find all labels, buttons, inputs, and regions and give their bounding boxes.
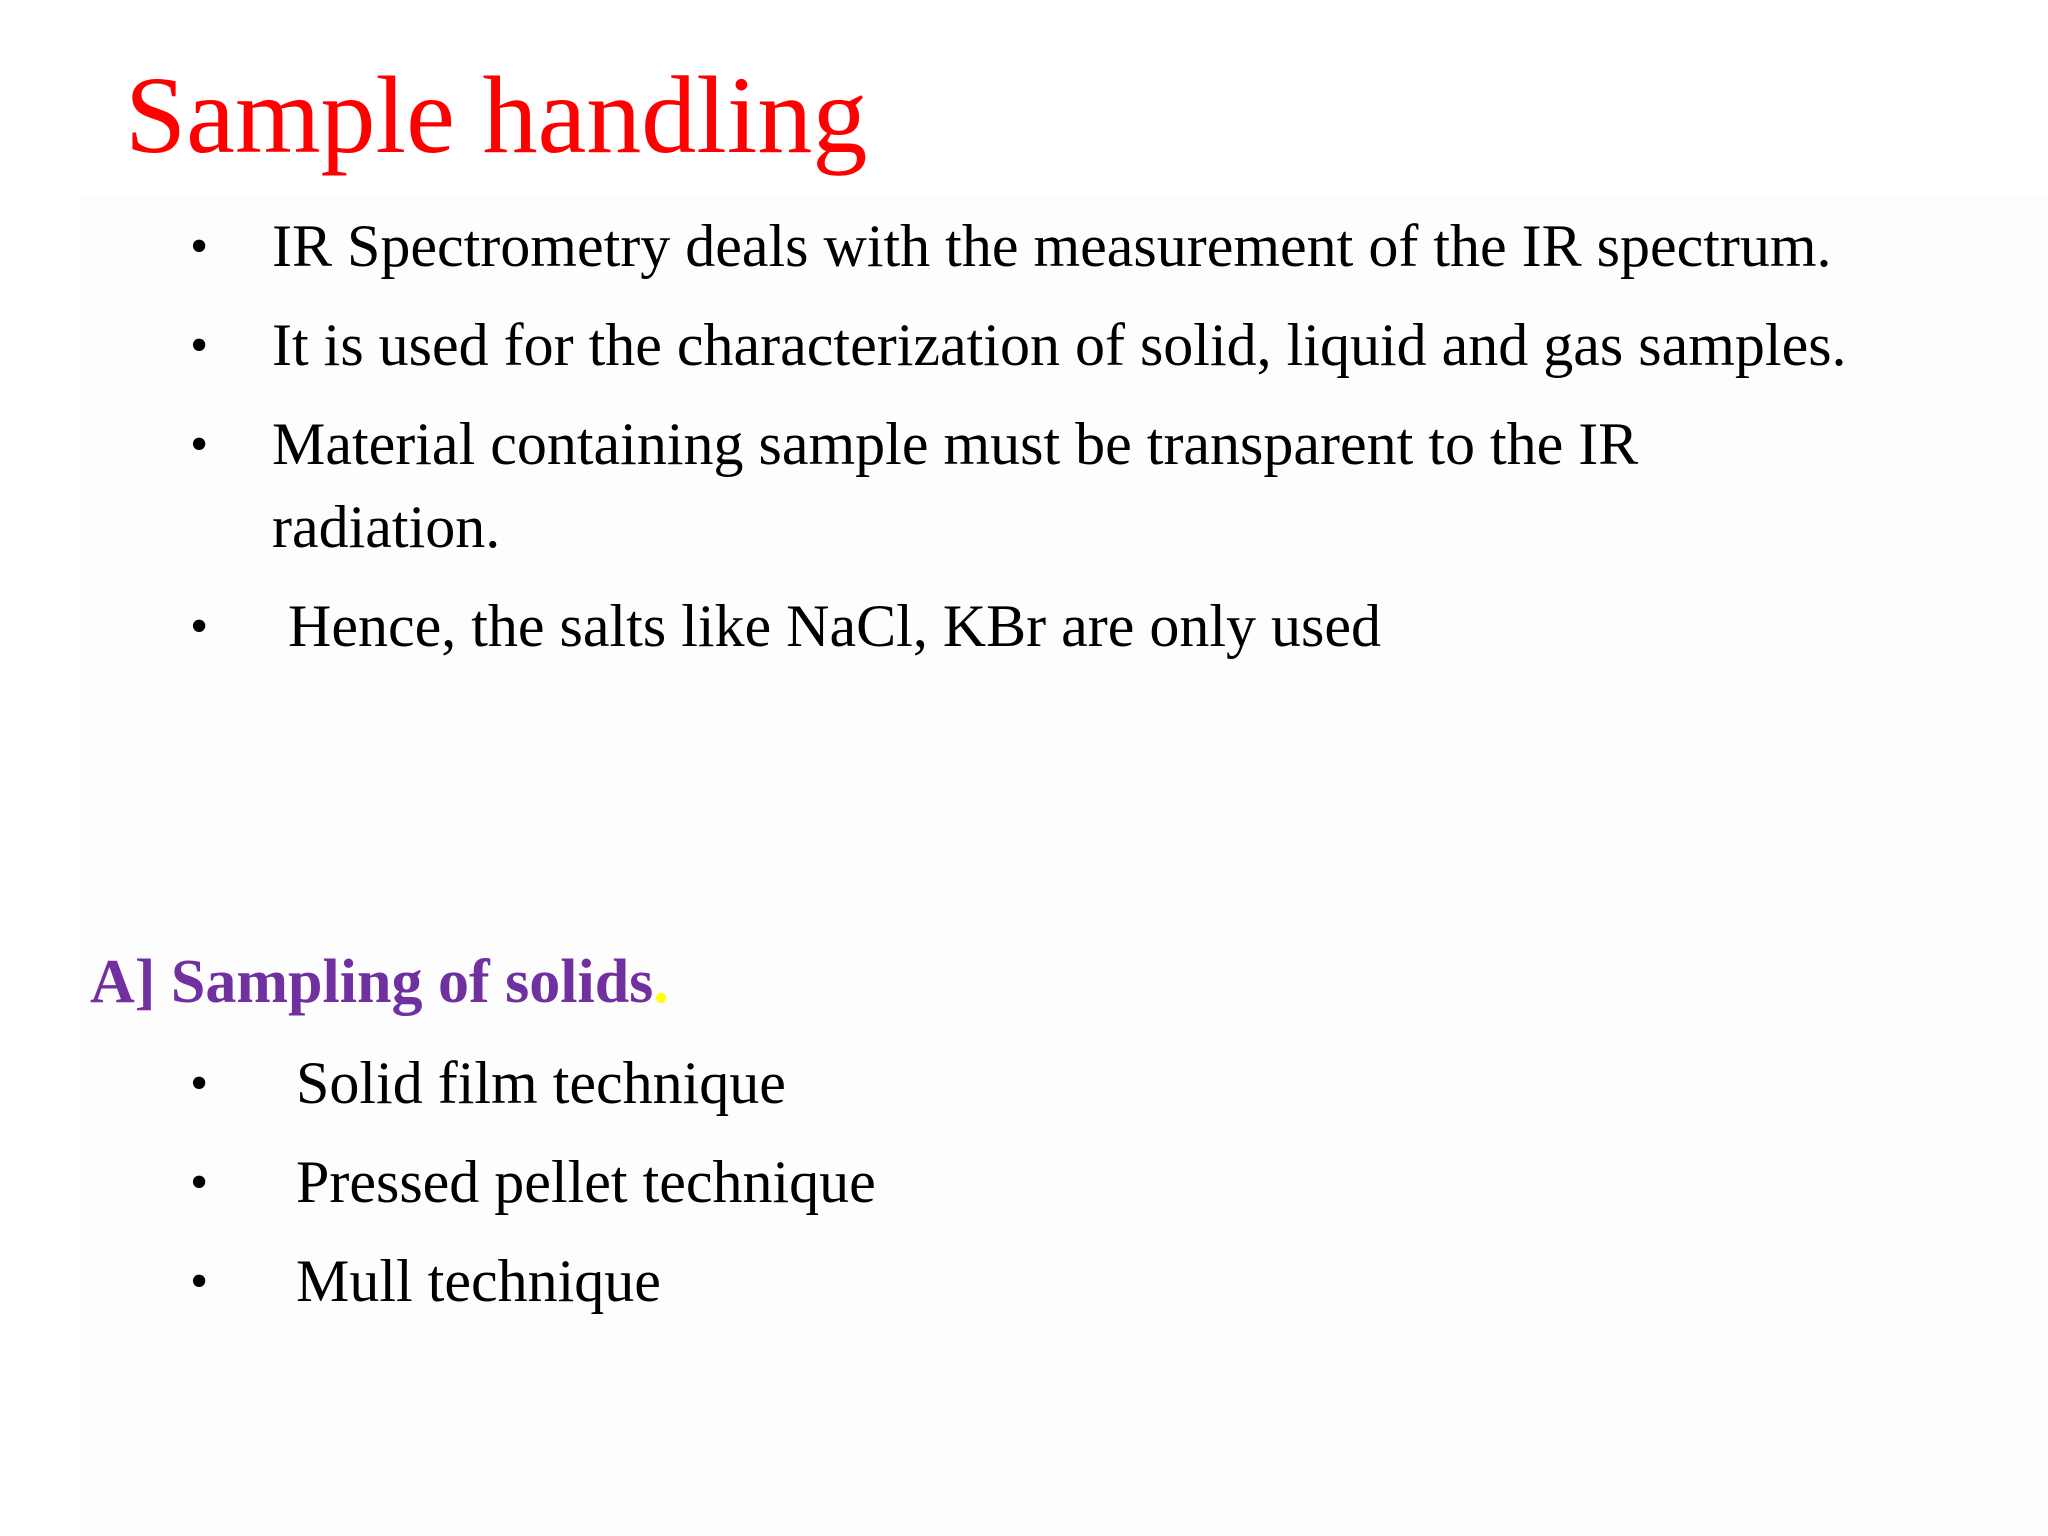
section-heading-text: A] Sampling of solids — [90, 948, 654, 1016]
sub-bullet-item — [190, 1240, 876, 1323]
bullet-marker: • — [190, 1154, 209, 1211]
bullet-text: IR Spectrometry deals with the measurement of the IR spectrum. — [272, 213, 1832, 279]
bullet-marker: • — [190, 1055, 209, 1112]
bullet-text: Material containing sample must be transparent to the IR radiation. — [272, 411, 1639, 560]
bullet-item — [190, 585, 1870, 668]
section-heading — [90, 948, 669, 1016]
bullet-marker: • — [190, 598, 209, 655]
bullet-text: Hence, the salts like NaCl, KBr are only used — [288, 593, 1382, 659]
sub-bullet-text: Solid film technique — [296, 1050, 786, 1116]
sub-bullet-list — [190, 1042, 876, 1339]
bullet-item — [190, 205, 1870, 288]
bullet-item — [190, 304, 1870, 387]
bullet-marker: • — [190, 317, 209, 374]
sub-bullet-text: Mull technique — [296, 1248, 661, 1314]
bullet-item — [190, 403, 1870, 569]
bullet-marker: • — [190, 218, 209, 275]
bullet-text: It is used for the characterization of solid, liquid and gas samples. — [272, 312, 1847, 378]
slide-title: Sample handling — [125, 54, 868, 176]
sub-bullet-item — [190, 1042, 876, 1125]
sub-bullet-item — [190, 1141, 876, 1224]
bullet-list — [190, 205, 1870, 684]
bullet-marker: • — [190, 1253, 209, 1310]
sub-bullet-text: Pressed pellet technique — [296, 1149, 876, 1215]
bullet-marker: • — [190, 416, 209, 473]
section-heading-period: . — [653, 948, 669, 1016]
